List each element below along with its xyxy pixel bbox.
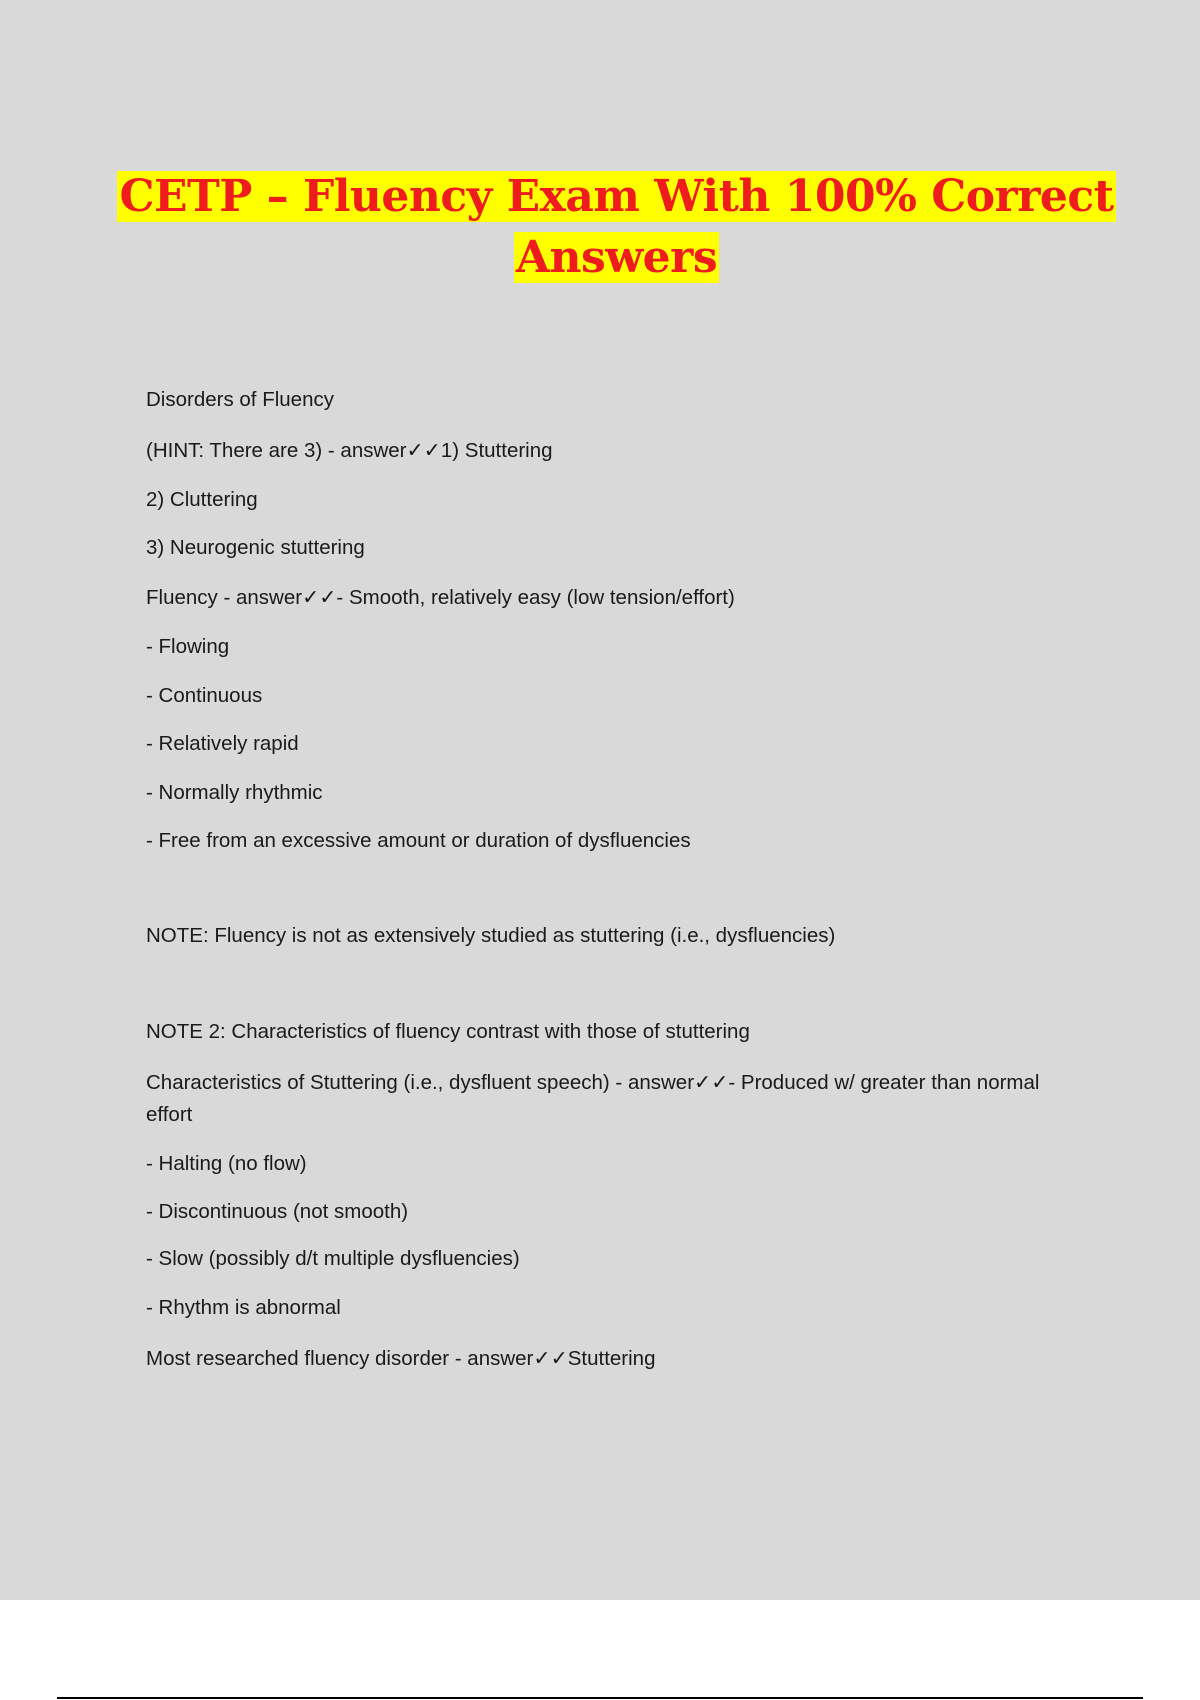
bullet-line: - Discontinuous (not smooth) — [146, 1200, 409, 1223]
bullet-line: - Rhythm is abnormal — [146, 1296, 341, 1319]
note-line: NOTE 2: Characteristics of fluency contrast with those of stuttering — [146, 1020, 750, 1043]
bullet-line: - Flowing — [146, 635, 230, 658]
bullet-line: - Normally rhythmic — [146, 781, 323, 804]
bullet-line: - Relatively rapid — [146, 732, 299, 755]
bullet-line: - Free from an excessive amount or duration of dysfluencies — [146, 829, 691, 852]
title-line-1: CETP – Fluency Exam With 100% Correct — [119, 171, 1114, 222]
answer-line: 3) Neurogenic stuttering — [146, 536, 365, 559]
bullet-line: - Slow (possibly d/t multiple dysfluencies) — [146, 1247, 520, 1270]
note-line: NOTE: Fluency is not as extensively studied as stuttering (i.e., dysfluencies) — [146, 924, 836, 947]
document-title — [0, 166, 1200, 288]
question-characteristics-of-stuttering: Characteristics of Stuttering (i.e., dysfluent speech) - answer✓✓- Produced w/ greater than normal effort — [146, 1071, 1040, 1126]
answer-line: 2) Cluttering — [146, 488, 258, 511]
answer-line: (HINT: There are 3) - answer✓✓1) Stuttering — [146, 439, 553, 462]
question-disorders-of-fluency: Disorders of Fluency — [146, 388, 334, 411]
question-most-researched: Most researched fluency disorder - answer✓✓Stuttering — [146, 1347, 656, 1370]
title-line-2: Answers — [515, 232, 718, 283]
bullet-line: - Continuous — [146, 684, 263, 707]
footer-divider — [57, 1697, 1143, 1699]
question-fluency: Fluency - answer✓✓- Smooth, relatively easy (low tension/effort) — [146, 586, 735, 609]
bullet-line: - Halting (no flow) — [146, 1152, 307, 1175]
